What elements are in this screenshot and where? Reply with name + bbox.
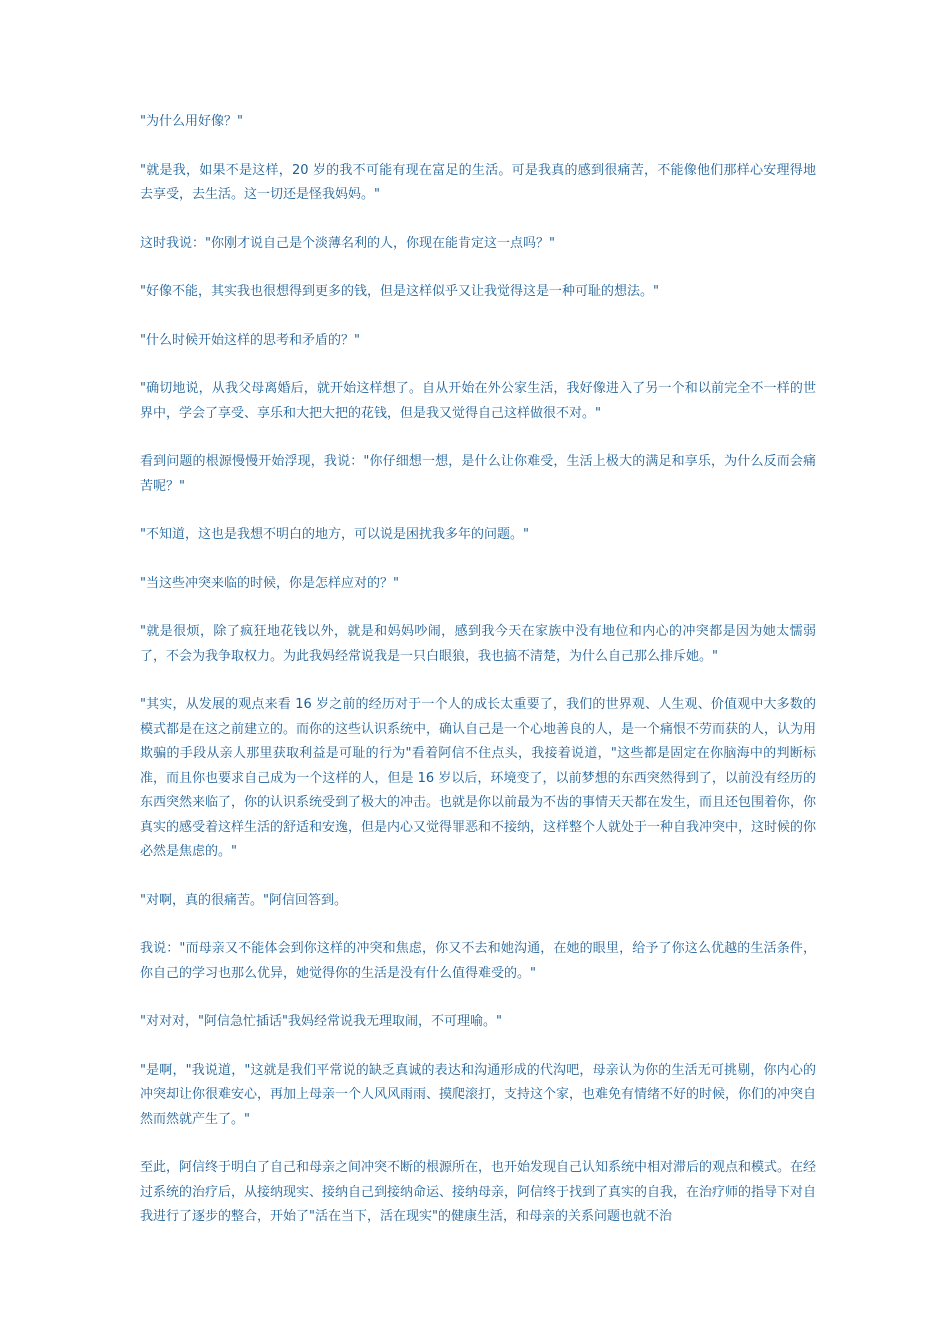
paragraph: 至此，阿信终于明白了自己和母亲之间冲突不断的根源所在，也开始发现自己认知系统中相对滞后的观点和模式。在经过系统的治疗后，从接纳现实、接纳自己到接纳命运、接纳母亲，阿信终于找到了真实的自我，在治疗师的指导下对自我进行了逐步的整合，开始了"活在当下，活在现实"的健康生活，和母亲的关系问题也就不治: [140, 1160, 817, 1224]
paragraph: 我说："而母亲又不能体会到你这样的冲突和焦虑，你又不去和她沟通，在她的眼里，给予了你这么优越的生活条件，你自己的学习也那么优异，她觉得你的生活是没有什么值得难受的。": [140, 941, 816, 981]
paragraph: "就是很烦，除了疯狂地花钱以外，就是和妈妈吵闹，感到我今天在家族中没有地位和内心的冲突都是因为她太懦弱了，不会为我争取权力。为此我妈经常说我是一只白眼狼，我也搞不清楚，为什么自己那么排斥她。": [140, 624, 816, 664]
paragraph: "是啊，"我说道，"这就是我们平常说的缺乏真诚的表达和沟通形成的代沟吧，母亲认为你的生活无可挑剔，你内心的冲突却让你很难安心，再加上母亲一个人风风雨雨、摸爬滚打，支持这个家，也难免有情绪不好的时候，你们的冲突自然而然就产生了。": [140, 1062, 817, 1127]
paragraph: "不知道，这也是我想不明白的地方，可以说是困扰我多年的问题。": [140, 527, 529, 542]
paragraph: 看到问题的根源慢慢开始浮现，我说："你仔细想一想，是什么让你难受，生活上极大的满足和享乐，为什么反而会痛苦呢？": [140, 454, 816, 494]
paragraph: "什么时候开始这样的思考和矛盾的？": [140, 332, 360, 348]
paragraph: "对啊，真的很痛苦。"阿信回答到。: [140, 892, 347, 908]
paragraph: "对对对，"阿信急忙插话"我妈经常说我无理取闹，不可理喻。": [140, 1014, 502, 1029]
document-body: [140, 110, 816, 1254]
paragraph: "确切地说，从我父母离婚后，就开始这样想了。自从开始在外公家生活，我好像进入了另一个和以前完全不一样的世界中，学会了享受、享乐和大把大把的花钱，但是我又觉得自己这样做很不对。": [140, 381, 816, 421]
paragraph: 这时我说："你刚才说自己是个淡薄名利的人，你现在能肯定这一点吗？": [140, 235, 555, 251]
paragraph: "其实，从发展的观点来看 16 岁之前的经历对于一个人的成长太重要了，我们的世界观、人生观、价值观中大多数的模式都是在这之前建立的。而你的这些认识系统中，确认自己是一个心地善良的人，是一个痛恨不劳而获的人，认为用欺骗的手段从亲人那里获取利益是可耻的行为"看着阿信不住点头，我接着说道，"这些都是固定在你脑海中的判断标准，而且你也要求自己成为一个这样的人，但是 16 岁以后，环境变了，以前梦想的东西突然得到了，以前没有经历的东西突然来临了，你的认识系统受到了极大的冲击。也就是你以前最为不齿的事情天天都在发生，而且还包围着你，你真实的感受着这样生活的舒适和安逸，但是内心又觉得罪恶和不接纳，这样整个人就处于一种自我冲突中，这时候的你必然是焦虑的。": [140, 697, 817, 859]
paragraph: "为什么用好像？": [140, 114, 243, 129]
paragraph: "就是我，如果不是这样，20 岁的我不可能有现在富足的生活。可是我真的感到很痛苦，不能像他们那样心安理得地去享受，去生活。这一切还是怪我妈妈。": [140, 162, 816, 202]
paragraph: "当这些冲突来临的时候，你是怎样应对的？": [140, 575, 399, 591]
paragraph: "好像不能，其实我也很想得到更多的钱，但是这样似乎又让我觉得这是一种可耻的想法。": [140, 284, 659, 299]
